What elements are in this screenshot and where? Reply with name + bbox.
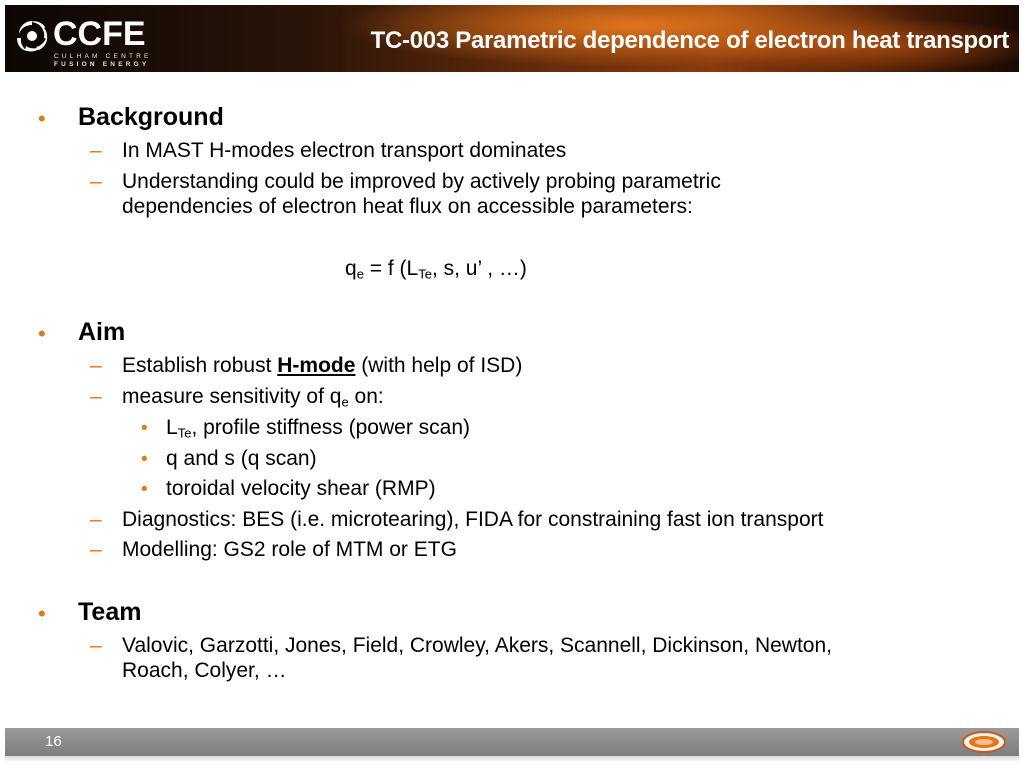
bullet-level2: –: [90, 538, 102, 561]
logo-subtitle-line1: CULHAM CENTRE: [54, 53, 152, 60]
equation-l-subscript: Te: [418, 266, 432, 282]
list-subitem: [166, 416, 470, 440]
footer-bar: [5, 728, 1019, 756]
bullet-level2: –: [90, 354, 102, 377]
bullet-level1: •: [38, 321, 46, 346]
bullet-level1: •: [38, 106, 46, 131]
aim-item1-hmode: H-mode: [277, 354, 356, 377]
section-heading-background: Background: [78, 103, 224, 131]
bullet-level3: •: [141, 479, 148, 500]
list-item-continuation: Roach, Colyer, …: [122, 659, 287, 682]
list-item: Valovic, Garzotti, Jones, Field, Crowley, Akers, Scannell, Dickinson, Newton,: [122, 634, 833, 657]
page-number: 16: [45, 733, 62, 750]
bullet-level2: –: [90, 170, 102, 193]
equation-middle: = f (L: [363, 257, 419, 280]
bullet-level3: •: [141, 418, 148, 439]
equation-q-subscript: e: [356, 266, 364, 282]
bullet-level1: •: [38, 601, 46, 626]
list-item: [122, 354, 522, 378]
aim-sub1-suffix: , profile stiffness (power scan): [191, 416, 470, 439]
logo-subtitle-line2: FUSION ENERGY: [54, 61, 150, 68]
logo-text: CCFE: [53, 15, 146, 53]
list-item: In MAST H-modes electron transport dominates: [122, 139, 567, 162]
list-item: Understanding could be improved by actively probing parametric: [122, 170, 721, 193]
aim-item1-suffix: (with help of ISD): [355, 354, 523, 377]
list-item: Modelling: GS2 role of MTM or ETG: [122, 538, 457, 561]
section-heading-aim: Aim: [78, 318, 126, 346]
bullet-level3: •: [141, 449, 148, 470]
equation-rest: , s, u’ , …): [431, 257, 527, 280]
list-item: Diagnostics: BES (i.e. microtearing), FIDA for constraining fast ion transport: [122, 508, 824, 531]
ccfe-swirl-icon: [15, 19, 49, 53]
header-banner: [5, 5, 1019, 72]
aim-item2-suffix: on:: [348, 385, 384, 408]
equation-q: q: [345, 257, 357, 280]
footer-shadow: [5, 756, 1019, 762]
slide-title: TC-003 Parametric dependence of electron heat transport: [370, 27, 1009, 54]
footer-logo-icon: [961, 730, 1007, 754]
aim-item2-prefix: measure sensitivity of q: [122, 385, 342, 408]
list-subitem: q and s (q scan): [166, 447, 317, 470]
bullet-level2: –: [90, 139, 102, 162]
equation: [345, 257, 527, 281]
aim-item1-prefix: Establish robust: [122, 354, 278, 377]
list-subitem: toroidal velocity shear (RMP): [166, 477, 436, 500]
aim-sub1-subscript: Te: [177, 425, 192, 441]
aim-sub1-prefix: L: [166, 416, 178, 439]
bullet-level2: –: [90, 385, 102, 408]
bullet-level2: –: [90, 634, 102, 657]
bullet-level2: –: [90, 508, 102, 531]
list-item: [122, 385, 384, 409]
aim-item2-subscript: e: [341, 394, 349, 410]
section-heading-team: Team: [78, 598, 142, 626]
list-item-continuation: dependencies of electron heat flux on accessible parameters:: [122, 195, 693, 218]
ccfe-logo: [15, 15, 155, 67]
